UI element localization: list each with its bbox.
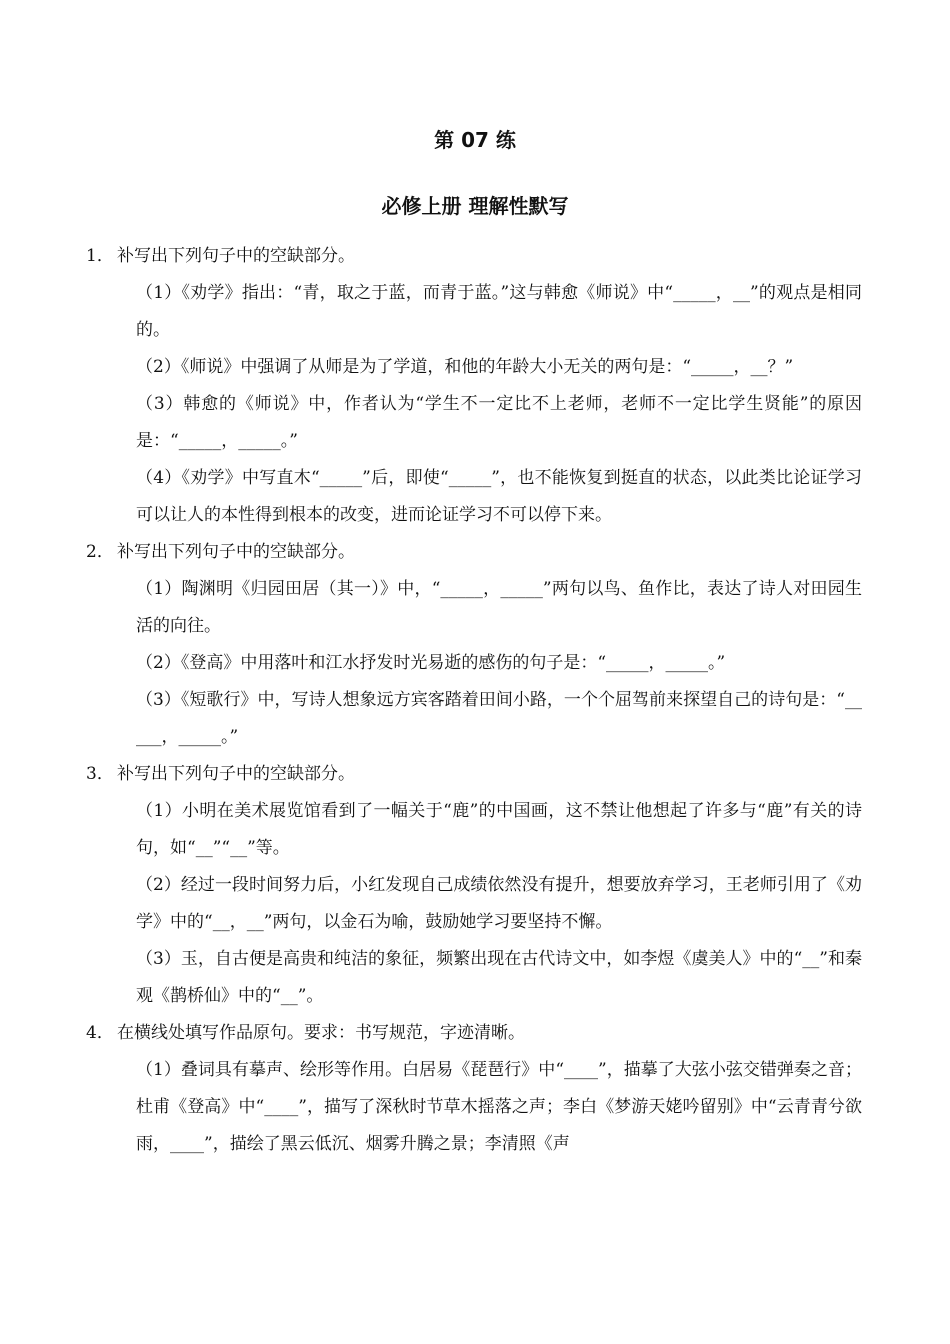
sub-question: （3）玉，自古便是高贵和纯洁的象征，频繁出现在古代诗文中，如李煜《虞美人》中的“__”和秦观《鹊桥仙》中的“__”。 — [136, 949, 862, 1006]
sub-question: （3）《短歌行》中，写诗人想象远方宾客踏着田间小路，一个个屈驾前来探望自己的诗句是：“_____，_____。” — [136, 690, 862, 747]
sub-question: （1）陶渊明《归园田居（其一）》中，“_____，_____”两句以鸟、鱼作比，表达了诗人对田园生活的向往。 — [136, 579, 862, 636]
sub-question: （2）经过一段时间努力后，小红发现自己成绩依然没有提升，想要放弃学习，王老师引用了《劝学》中的“__，__”两句，以金石为喻，鼓励她学习要坚持不懈。 — [136, 875, 862, 932]
sub-question: （2）《师说》中强调了从师是为了学道，和他的年龄大小无关的两句是：“_____，__？” — [136, 357, 794, 377]
question-number: 1． — [86, 246, 114, 266]
question-number: 2． — [86, 542, 114, 562]
question-stem: 在横线处填写作品原句。要求：书写规范，字迹清晰。 — [117, 1023, 525, 1043]
question-number: 4． — [86, 1023, 114, 1043]
page-title: 第 07 练 — [434, 128, 516, 152]
question-2 — [0, 534, 950, 571]
question-stem: 补写出下列句子中的空缺部分。 — [117, 246, 355, 266]
sub-question: （3）韩愈的《师说》中，作者认为“学生不一定比不上老师，老师不一定比学生贤能”的原因是：“_____，_____。” — [136, 394, 862, 451]
question-list — [0, 238, 950, 1163]
question-number: 3． — [86, 764, 114, 784]
sub-question: （4）《劝学》中写直木“_____”后，即使“_____”，也不能恢复到挺直的状态，以此类比论证学习可以让人的本性得到根本的改变，进而论证学习不可以停下来。 — [136, 468, 862, 525]
question-3 — [0, 756, 950, 793]
question-stem: 补写出下列句子中的空缺部分。 — [117, 542, 355, 562]
question-4 — [0, 1015, 950, 1052]
sub-question: （1）叠词具有摹声、绘形等作用。白居易《琵琶行》中“____”，描摹了大弦小弦交错弹奏之音；杜甫《登高》中“____”，描写了深秋时节草木摇落之声；李白《梦游天姥吟留别》中“云青青兮欲雨，____”，描绘了黑云低沉、烟雾升腾之景；李清照《声 — [136, 1060, 862, 1154]
sub-question: （1）《劝学》指出：“青，取之于蓝，而青于蓝。”这与韩愈《师说》中“_____，__”的观点是相同的。 — [136, 283, 862, 340]
sub-question: （2）《登高》中用落叶和江水抒发时光易逝的感伤的句子是：“_____，_____。” — [136, 653, 726, 673]
question-stem: 补写出下列句子中的空缺部分。 — [117, 764, 355, 784]
sub-question: （1）小明在美术展览馆看到了一幅关于“鹿”的中国画，这不禁让他想起了许多与“鹿”有关的诗句，如“__”“__”等。 — [136, 801, 862, 858]
question-1 — [0, 238, 950, 275]
page-subtitle: 必修上册 理解性默写 — [381, 194, 569, 218]
